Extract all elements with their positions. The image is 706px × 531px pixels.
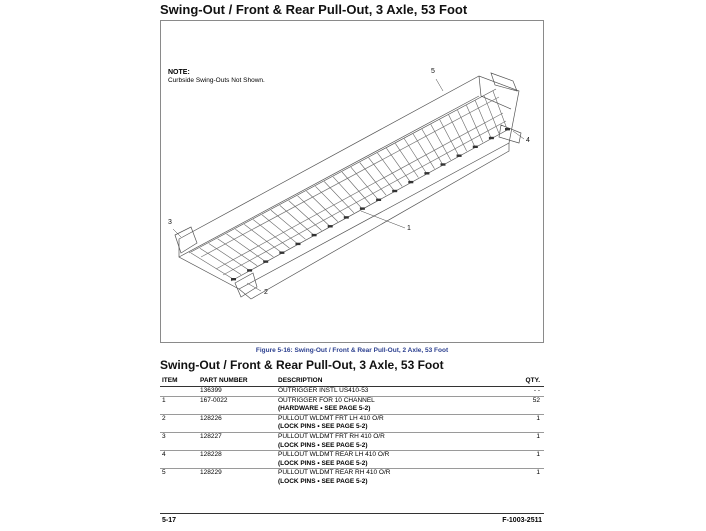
- outrigger-block: [408, 181, 413, 183]
- outrigger-block: [344, 216, 349, 218]
- outrigger-block: [489, 137, 494, 139]
- row-description-note: (LOCK PINS • SEE PAGE 5-2): [278, 441, 368, 449]
- outrigger-block: [328, 225, 333, 227]
- row-description-note: (LOCK PINS • SEE PAGE 5-2): [278, 423, 368, 431]
- row-description: [276, 451, 504, 469]
- callout-1: 1: [407, 225, 411, 232]
- row-part-number: 128227: [198, 432, 276, 450]
- cross-member: [227, 234, 266, 262]
- row-description-main: PULLOUT WLDMT FRT RH 410 O/R: [278, 432, 385, 440]
- callout-5: 5: [431, 68, 435, 75]
- row-description: [276, 387, 504, 397]
- cross-member: [298, 196, 330, 226]
- row-item: 4: [160, 451, 198, 469]
- table-row: [160, 387, 544, 397]
- cross-member: [244, 224, 281, 252]
- outrigger-block: [441, 163, 446, 165]
- header-qty: QTY.: [504, 376, 544, 387]
- row-description: [276, 414, 504, 432]
- cross-member: [458, 110, 475, 147]
- table-row: [160, 469, 544, 487]
- row-description: [276, 469, 504, 487]
- page-number: 5-17: [162, 517, 177, 524]
- table-row: [160, 396, 544, 414]
- cross-member: [191, 253, 233, 279]
- outrigger-block: [424, 172, 429, 174]
- row-qty: 1: [504, 469, 544, 487]
- cross-member: [218, 239, 258, 266]
- parts-table: [160, 376, 544, 487]
- document-number: F-1003-2511: [502, 517, 542, 524]
- header-part-number: PART NUMBER: [198, 376, 276, 387]
- row-description-note: (LOCK PINS • SEE PAGE 5-2): [278, 459, 368, 467]
- row-part-number: 136399: [198, 387, 276, 397]
- row-description-main: PULLOUT WLDMT REAR RH 410 O/R: [278, 469, 391, 477]
- trailer-drawing: [161, 21, 545, 344]
- table-row: [160, 451, 544, 469]
- row-description-note: (HARDWARE • SEE PAGE 5-2): [278, 405, 371, 413]
- table-title: Swing-Out / Front & Rear Pull-Out, 3 Axle, 53 Foot: [160, 358, 444, 372]
- cross-member: [342, 172, 370, 204]
- outrigger-block: [392, 190, 397, 192]
- row-qty: 1: [504, 451, 544, 469]
- cross-member: [466, 105, 482, 142]
- cross-member: [413, 134, 434, 169]
- note-heading: NOTE:: [168, 69, 190, 76]
- cross-member: [333, 177, 362, 209]
- table-row: [160, 414, 544, 432]
- outrigger-block: [376, 199, 381, 201]
- row-qty: 52: [504, 396, 544, 414]
- note-text: Curbside Swing-Outs Not Shown.: [168, 77, 265, 84]
- table-header-row: [160, 376, 544, 387]
- cross-member: [431, 124, 451, 159]
- cross-member: [253, 220, 289, 249]
- cross-member: [404, 139, 426, 174]
- callout-2: 2: [264, 289, 268, 296]
- row-part-number: 128226: [198, 414, 276, 432]
- row-description-main: PULLOUT WLDMT FRT LH 410 O/R: [278, 414, 384, 422]
- outrigger-block: [312, 234, 317, 236]
- row-item: 5: [160, 469, 198, 487]
- header-description: DESCRIPTION: [276, 376, 504, 387]
- row-qty: - -: [504, 387, 544, 397]
- callout-4: 4: [526, 137, 530, 144]
- footer-divider: [160, 513, 544, 514]
- row-qty: 1: [504, 432, 544, 450]
- row-description-note: (LOCK PINS • SEE PAGE 5-2): [278, 477, 368, 485]
- outrigger-block: [279, 252, 284, 254]
- cross-member: [449, 115, 467, 151]
- row-description: [276, 432, 504, 450]
- row-part-number: 167-0022: [198, 396, 276, 414]
- row-item: [160, 387, 198, 397]
- header-item: ITEM: [160, 376, 198, 387]
- cross-member: [209, 244, 249, 271]
- callout-3: 3: [168, 219, 172, 226]
- row-qty: 1: [504, 414, 544, 432]
- cross-member: [200, 248, 241, 274]
- outrigger-block: [360, 207, 365, 209]
- cross-member: [440, 120, 459, 156]
- row-item: 1: [160, 396, 198, 414]
- outrigger-block: [263, 260, 268, 262]
- row-part-number: 128228: [198, 451, 276, 469]
- figure-caption: Figure 5-16: Swing-Out / Front & Rear Pull-Out, 2 Axle, 53 Foot: [255, 347, 449, 354]
- outrigger-block: [231, 278, 236, 280]
- table-row: [160, 432, 544, 450]
- cross-member: [289, 201, 322, 231]
- row-item: 2: [160, 414, 198, 432]
- cross-member: [280, 205, 314, 235]
- row-description: [276, 396, 504, 414]
- outrigger-block: [473, 146, 478, 148]
- cross-member: [235, 229, 273, 257]
- row-item: 3: [160, 432, 198, 450]
- row-description-main: PULLOUT WLDMT REAR LH 410 O/R: [278, 451, 390, 459]
- page-title: Swing-Out / Front & Rear Pull-Out, 3 Axle, 53 Foot: [160, 2, 468, 17]
- outrigger-block: [457, 155, 462, 157]
- cross-member: [395, 143, 418, 177]
- figure-illustration: [160, 20, 544, 343]
- cross-member: [262, 215, 297, 244]
- cross-member: [271, 210, 306, 239]
- cross-member: [475, 101, 491, 138]
- deck-outline: [179, 76, 519, 289]
- outrigger-block: [505, 128, 510, 130]
- row-part-number: 128229: [198, 469, 276, 487]
- outrigger-block: [296, 243, 301, 245]
- row-description-main: OUTRIGGER FOR 10 CHANNEL: [278, 396, 375, 404]
- outrigger-block: [247, 269, 252, 271]
- cross-member: [422, 129, 443, 164]
- row-description-main: OUTRIGGER INSTL US410-53: [278, 387, 369, 394]
